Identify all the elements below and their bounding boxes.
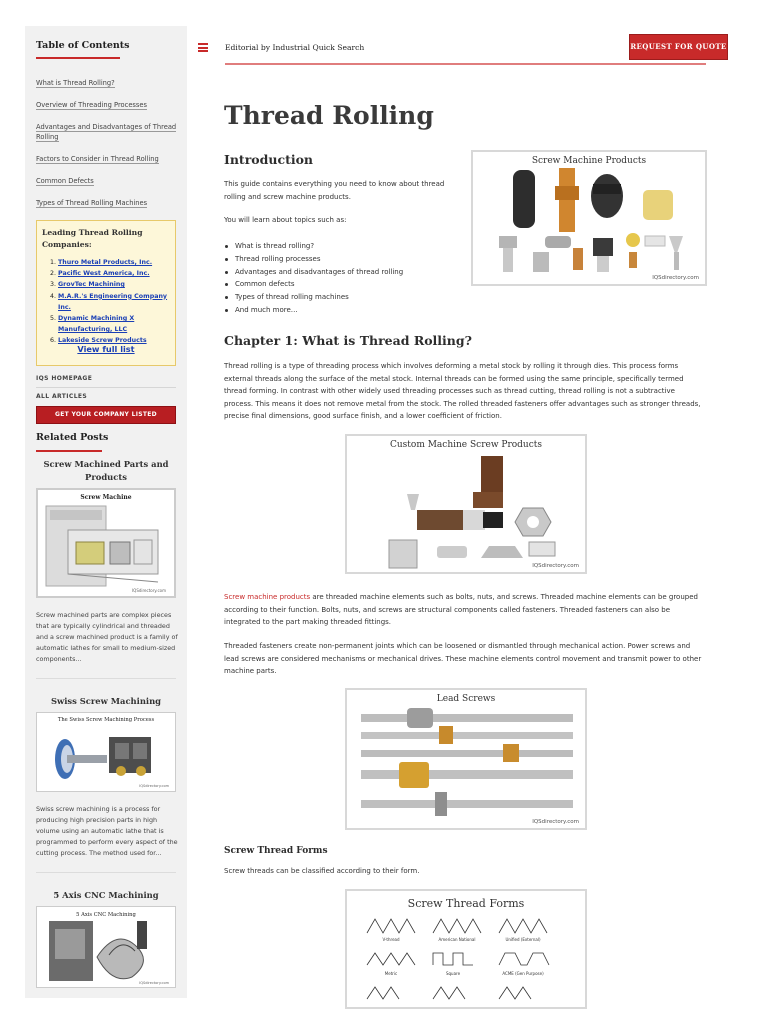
toc-title: Table of Contents	[36, 40, 130, 51]
list-item: Thread rolling processes	[224, 253, 403, 266]
page-title: Thread Rolling	[224, 101, 434, 130]
thread-forms-diagram	[347, 891, 585, 1007]
header-divider	[225, 63, 706, 65]
post-image-credit: IQSdirectory.com	[131, 588, 166, 593]
list-item: And much more…	[224, 304, 403, 317]
company-item[interactable]: 4. M.A.R.'s Engineering Company Inc.	[58, 291, 170, 313]
swiss-screw-illustration	[37, 713, 175, 791]
screw-machine-products-image	[473, 152, 705, 284]
custom-screw-products-image	[347, 436, 585, 572]
view-full-list-link[interactable]: View full list	[77, 344, 135, 354]
list-item: Types of thread rolling machines	[224, 291, 403, 304]
leading-companies-box	[36, 220, 176, 366]
screw-machine-products-link[interactable]: Screw machine products	[224, 593, 311, 601]
post-image-5-axis-cnc[interactable]	[36, 906, 176, 988]
screw-thread-forms-paragraph: Screw threads can be classified according to their form.	[224, 867, 420, 875]
post-image-credit: IQSdirectory.com	[139, 784, 169, 788]
figure-custom-machine-screw-products	[345, 434, 587, 574]
company-item[interactable]: 5. Dynamic Machining X Manufacturing, LLC	[58, 313, 170, 335]
post-image-screw-machine[interactable]	[36, 488, 176, 598]
figure-caption: Screw Thread Forms	[407, 897, 525, 910]
intro-topics-lead: You will learn about topics such as:	[224, 216, 347, 224]
list-item: What is thread rolling?	[224, 240, 403, 253]
figure-credit: IQSdirectory.com	[652, 275, 699, 281]
chapter-1-heading: Chapter 1: What is Thread Rolling?	[224, 333, 472, 348]
intro-paragraph: This guide contains everything you need to know about thread rolling and screw machine products.	[224, 180, 445, 201]
figure-screw-machine-products	[471, 150, 707, 286]
post-title-screw-machined[interactable]: Screw Machined Parts and Products	[43, 459, 169, 482]
chapter-1-paragraph-3: Threaded fasteners create non-permanent joints which can be loosened or dismantled through mechanical action. Power screws and lead screws are considered mechanisms or mechanical drives. These machine elements control movement and transmit power to other machine parts.	[224, 642, 702, 675]
editorial-byline: Editorial by Industrial Quick Search	[225, 43, 365, 52]
list-item: Common defects	[224, 278, 403, 291]
figure-caption: Lead Screws	[436, 694, 496, 704]
chapter-1-paragraph-1: Thread rolling is a type of threading process which involves deforming a metal stock by rolling it through dies. This process forms external threads along the surface of the metal stock. Internal threads can be formed using the same principle, specifically termed thread forming. In contrast with other widely used threading processes such as thread cutting, thread rolling is not a subtractive process. This means it does not remove metal from the stock. The rolled threaded fasteners offer advantages such as stronger threads, precise final dimensions, good surface finish, and a lower coefficient of friction.	[224, 362, 701, 420]
figure-caption: Screw Machine Products	[531, 156, 647, 166]
post-image-caption: 5 Axis CNC Machining	[76, 912, 136, 918]
company-item[interactable]: 1. Thuro Metal Products, Inc.	[58, 257, 170, 268]
toc-item-what-is[interactable]: What is Thread Rolling?	[36, 79, 115, 87]
figure-lead-screws	[345, 688, 587, 830]
figure-credit: IQSdirectory.com	[532, 563, 579, 569]
thread-form-label: Metric	[384, 971, 398, 976]
toc-item-advantages[interactable]: Advantages and Disadvantages of Thread Rolling	[36, 123, 177, 141]
toc-item-overview[interactable]: Overview of Threading Processes	[36, 101, 147, 109]
divider	[36, 678, 176, 679]
related-posts-title: Related Posts	[36, 432, 109, 443]
figure-caption: Custom Machine Screw Products	[389, 440, 543, 450]
post-excerpt-screw-machined: Screw machined parts are complex pieces that are typically cylindrical and threaded and a screw machined product is a family of automatic lathes for small to medium-sized components...	[36, 611, 178, 663]
toc-list	[36, 78, 178, 220]
thread-form-label: V-thread	[382, 937, 400, 942]
company-list	[42, 257, 170, 347]
post-image-credit: IQSdirectory.com	[139, 981, 169, 985]
related-title-underline	[36, 450, 102, 452]
intro-heading: Introduction	[224, 152, 314, 167]
divider	[36, 387, 176, 388]
post-title-swiss-screw[interactable]: Swiss Screw Machining	[50, 696, 162, 706]
post-image-caption: The Swiss Screw Machining Process	[57, 717, 155, 723]
post-excerpt-swiss-screw: Swiss screw machining is a process for producing high precision parts in high volume using an automatic lathe that is programmed to perform every aspect of the cutting process. The method used for...	[36, 805, 178, 857]
all-articles-link[interactable]: ALL ARTICLES	[36, 393, 88, 400]
toc-title-underline	[36, 57, 120, 59]
company-item[interactable]: 3. GrovTec Machining	[58, 279, 170, 290]
post-image-caption: Screw Machine	[80, 494, 132, 501]
screw-machine-illustration	[38, 490, 174, 596]
menu-icon[interactable]	[198, 43, 208, 51]
toc-item-defects[interactable]: Common Defects	[36, 177, 94, 185]
iqs-homepage-link[interactable]: IQS HOMEPAGE	[36, 375, 93, 382]
post-title-5-axis-cnc[interactable]: 5 Axis CNC Machining	[53, 890, 159, 900]
lead-screws-image	[347, 690, 585, 828]
toc-item-machines[interactable]: Types of Thread Rolling Machines	[36, 199, 148, 207]
cnc-illustration	[37, 907, 175, 987]
leading-companies-title: Leading Thread Rolling Companies:	[42, 228, 143, 249]
toc-item-factors[interactable]: Factors to Consider in Thread Rolling	[36, 155, 159, 163]
topics-list	[224, 240, 403, 317]
figure-credit: IQSdirectory.com	[532, 819, 579, 825]
get-listed-button[interactable]: GET YOUR COMPANY LISTED	[36, 406, 176, 424]
request-for-quote-button[interactable]: REQUEST FOR QUOTE	[629, 34, 728, 60]
figure-screw-thread-forms	[345, 889, 587, 1009]
sidebar	[25, 26, 187, 998]
post-image-swiss-screw[interactable]	[36, 712, 176, 792]
company-item[interactable]: 6. Lakeside Screw Products	[58, 335, 170, 346]
thread-form-label: American National	[438, 937, 476, 942]
thread-form-label: Square	[445, 971, 461, 976]
divider	[36, 872, 176, 873]
list-item: Advantages and disadvantages of thread rolling	[224, 266, 403, 279]
thread-form-label: ACME (Gen Purpose)	[502, 971, 544, 976]
screw-thread-forms-heading: Screw Thread Forms	[224, 846, 328, 856]
company-item[interactable]: 2. Pacific West America, Inc.	[58, 268, 170, 279]
thread-form-label: Unified (External)	[505, 937, 541, 942]
chapter-1-paragraph-2: Screw machine products are threaded machine elements such as bolts, nuts, and screws. Threaded machine elements can be grouped according to their function. Bolts, nuts, and screws are structural components called fasteners. Threaded fasteners can also be integrated to the part making threaded fittings.	[224, 593, 698, 626]
